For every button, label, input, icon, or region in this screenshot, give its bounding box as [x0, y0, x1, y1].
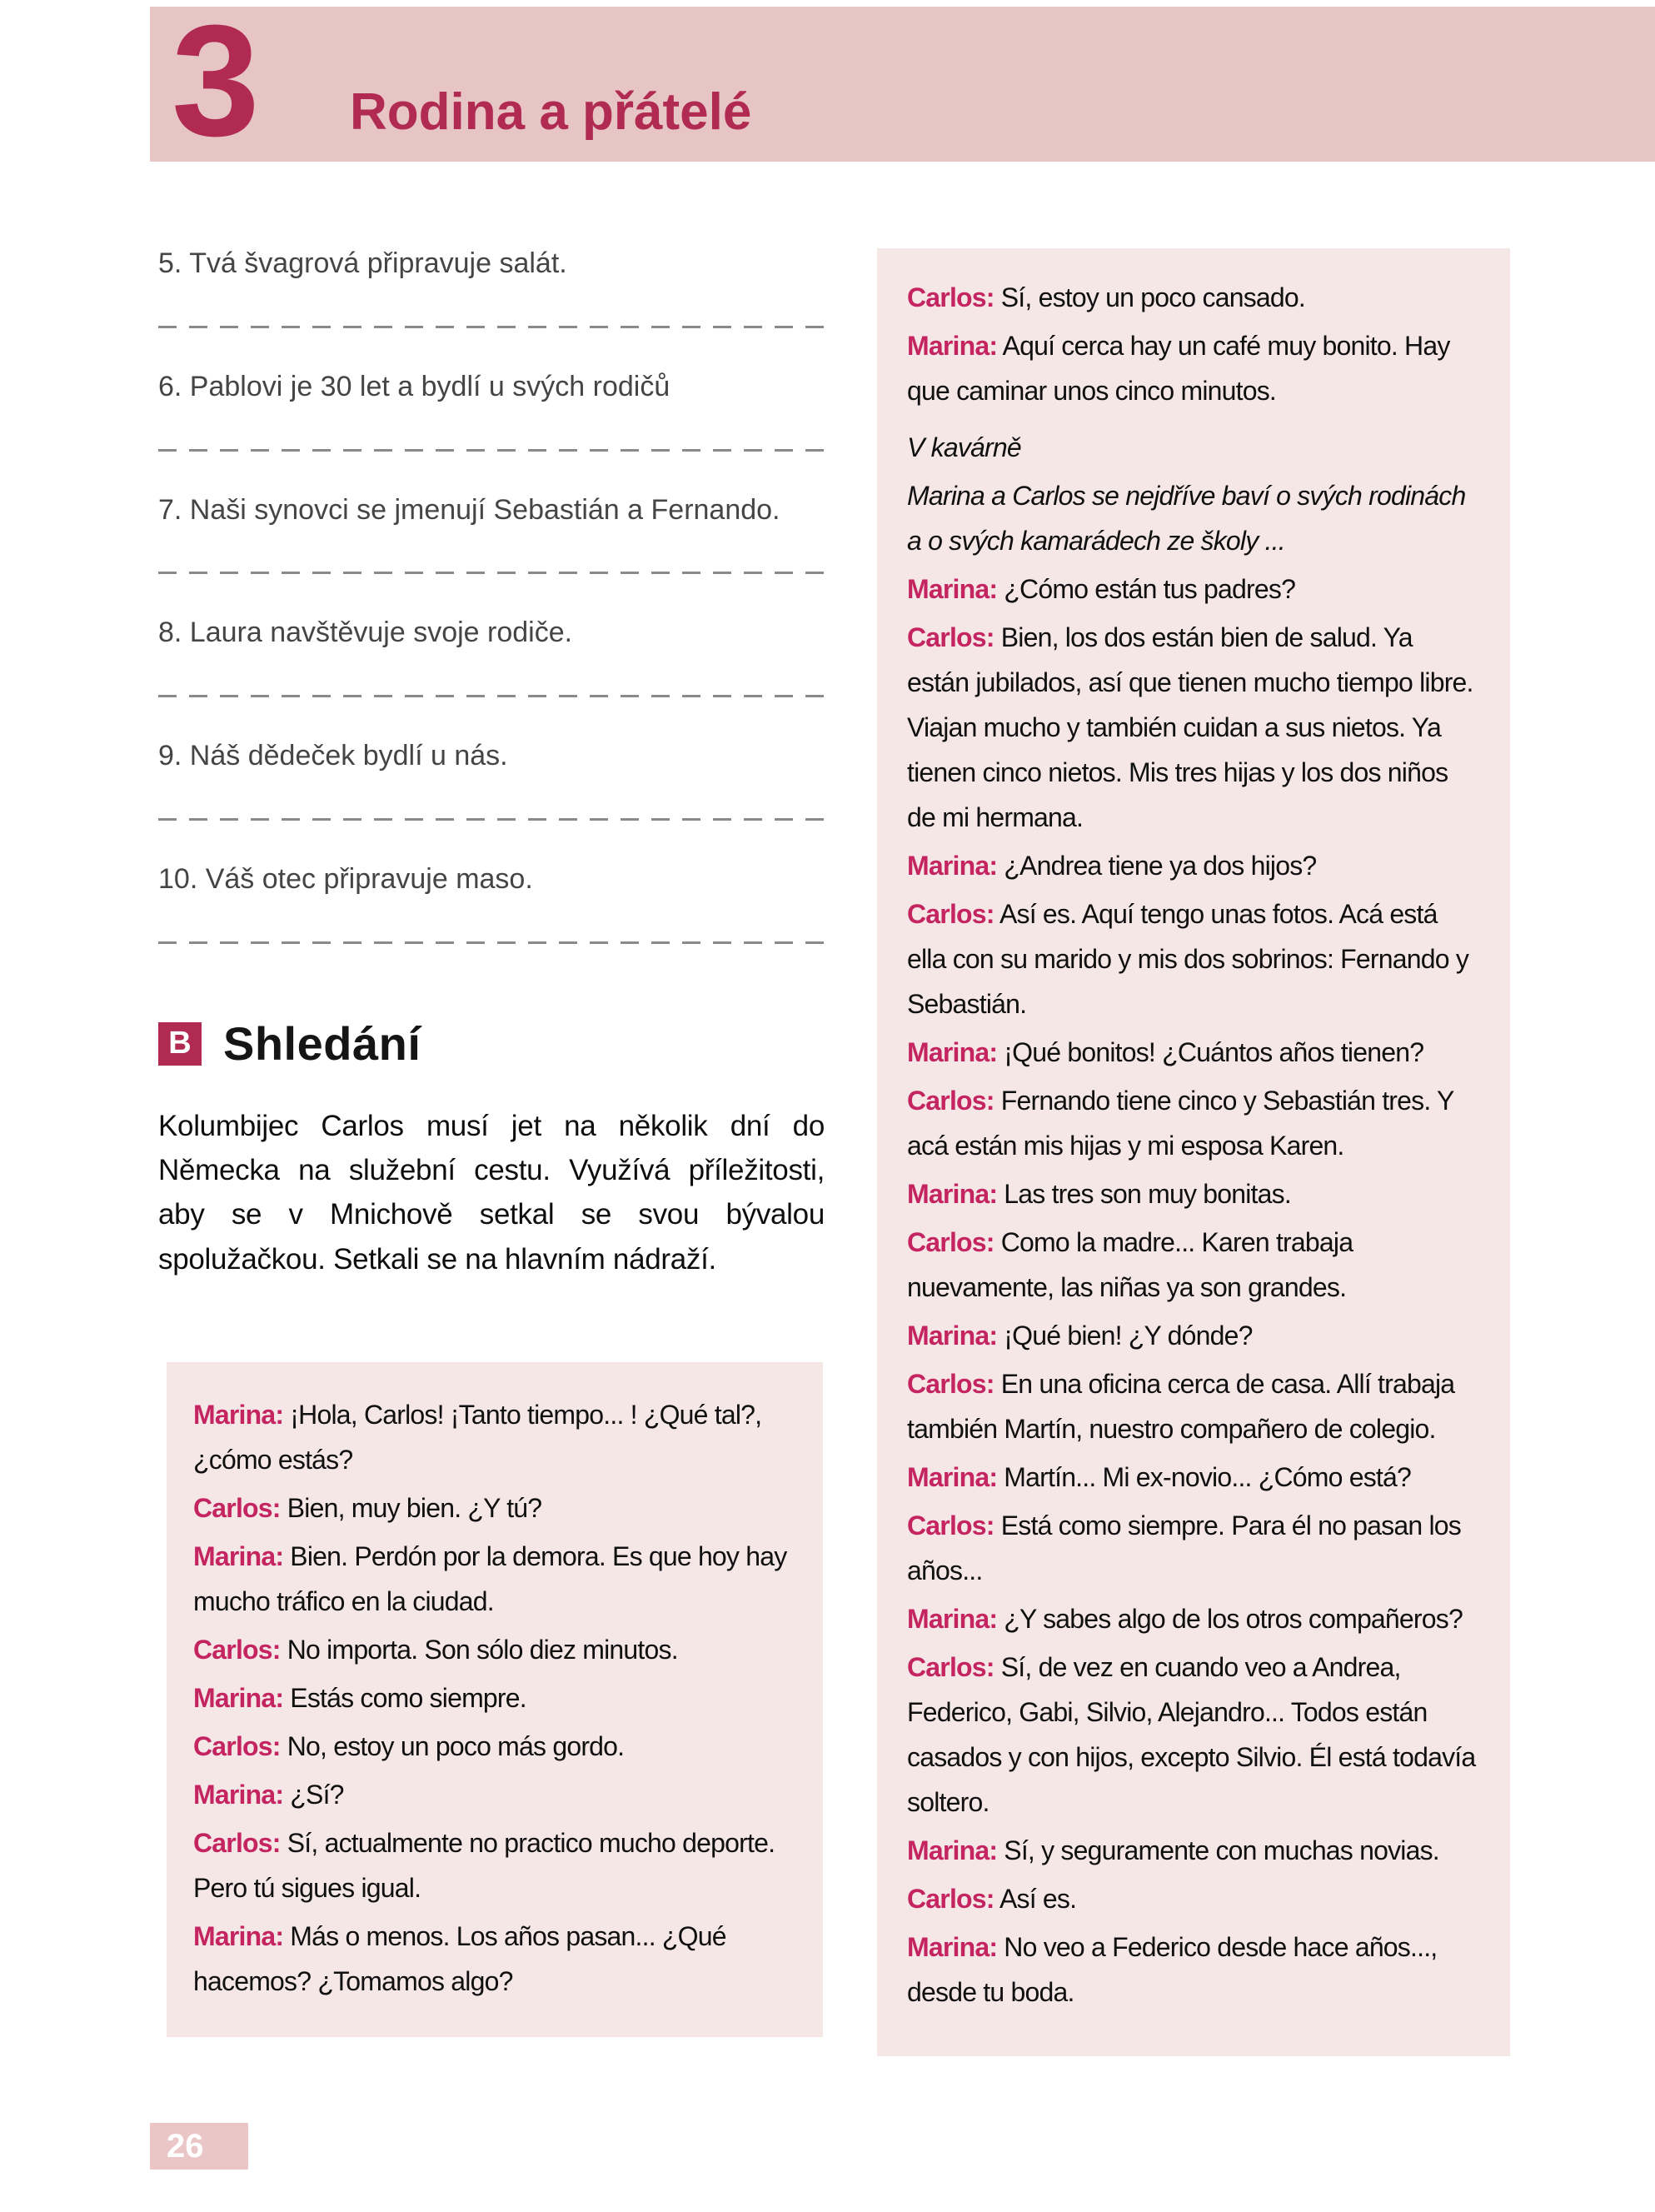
dialogue-text: No importa. Son sólo diez minutos. — [287, 1635, 678, 1665]
dialogue-line — [907, 1455, 1480, 1500]
dialogue-box-left — [167, 1362, 823, 2037]
dialogue-text: En una oficina cerca de casa. Allí trabaja también Martín, nuestro compañero de colegio. — [907, 1369, 1455, 1444]
speaker-name: Carlos: — [193, 1493, 281, 1523]
answer-blank-line[interactable] — [158, 326, 825, 328]
speaker-name: Carlos: — [907, 1369, 994, 1399]
speaker-name: Marina: — [907, 1321, 998, 1351]
speaker-name: Carlos: — [907, 622, 994, 652]
answer-blank-line[interactable] — [158, 941, 825, 944]
dialogue-text: Así es. — [999, 1884, 1077, 1914]
dialogue-text: Sí, y seguramente con muchas novias. — [1004, 1835, 1439, 1865]
dialogue-line — [193, 1392, 796, 1482]
dialogue-text: ¡Qué bonitos! ¿Cuántos años tienen? — [1004, 1037, 1424, 1067]
dialogue-text: Aquí cerca hay un café muy bonito. Hay que caminar unos cinco minutos. — [907, 331, 1450, 406]
exercise-list — [158, 247, 825, 986]
dialogue-text: Sí, actualmente no practico mucho deporte. Pero tú sigues igual. — [193, 1828, 775, 1903]
speaker-name: Marina: — [907, 1179, 998, 1209]
speaker-name: Marina: — [907, 851, 998, 881]
exercise-sentence: 6. Pablovi je 30 let a bydlí u svých rodičů — [158, 370, 670, 402]
dialogue-line — [907, 1171, 1480, 1216]
speaker-name: Marina: — [907, 1604, 998, 1634]
speaker-name: Marina: — [193, 1683, 284, 1713]
stage-direction: V kavárně — [907, 432, 1021, 462]
speaker-name: Carlos: — [907, 1510, 994, 1540]
dialogue-text: Así es. Aquí tengo unas fotos. Acá está ella con su marido y mis dos sobrinos: Fernando y Sebastián. — [907, 899, 1469, 1019]
speaker-name: Marina: — [907, 1932, 998, 1962]
dialogue-text: Como la madre... Karen trabaja nuevamente, las niñas ya son grandes. — [907, 1227, 1353, 1302]
section-b-intro: Kolumbijec Carlos musí jet na několik dní do Německa na služební cestu. Využívá příležitosti, aby se v Mnichově setkal se svou bývalou spolužačkou. Setkali se na hlavním nádraží. — [158, 1110, 825, 1276]
dialogue-text: ¿Y sabes algo de los otros compañeros? — [1004, 1604, 1463, 1634]
dialogue-text: ¡Qué bien! ¿Y dónde? — [1004, 1321, 1253, 1351]
speaker-name: Marina: — [907, 574, 998, 604]
speaker-name: Marina: — [907, 1462, 998, 1492]
speaker-name: Marina: — [193, 1400, 284, 1430]
section-b-heading — [158, 1016, 825, 1071]
dialogue-line — [907, 1645, 1480, 1825]
stage-direction: Marina a Carlos se nejdříve baví o svých rodinách a o svých kamarádech ze školy ... — [907, 481, 1466, 556]
speaker-name: Marina: — [907, 1037, 998, 1067]
dialogue-line — [193, 1820, 796, 1910]
dialogue-line — [193, 1772, 796, 1817]
speaker-name: Marina: — [193, 1780, 284, 1810]
speaker-name: Carlos: — [907, 1652, 994, 1682]
dialogue-line — [193, 1675, 796, 1720]
dialogue-text: Sí, de vez en cuando veo a Andrea, Federico, Gabi, Silvio, Alejandro... Todos están casados y con hijos, excepto Silvio. Él está todavía soltero. — [907, 1652, 1476, 1817]
dialogue-line — [907, 323, 1480, 413]
exercise-item — [158, 370, 825, 452]
dialogue-text: ¡Hola, Carlos! ¡Tanto tiempo... ! ¿Qué tal?, ¿cómo estás? — [193, 1400, 762, 1475]
dialogue-line — [193, 1627, 796, 1672]
dialogue-text: No, estoy un poco más gordo. — [287, 1731, 625, 1761]
section-b-badge: B — [158, 1022, 202, 1066]
dialogue-line — [907, 615, 1480, 840]
dialogue-line — [907, 1030, 1480, 1075]
dialogue-text: No veo a Federico desde hace años..., desde tu boda. — [907, 1932, 1438, 2007]
speaker-name: Marina: — [907, 1835, 998, 1865]
answer-blank-line[interactable] — [158, 572, 825, 574]
exercise-sentence: 5. Tvá švagrová připravuje salát. — [158, 247, 567, 279]
dialogue-line — [907, 1220, 1480, 1310]
speaker-name: Carlos: — [907, 1884, 994, 1914]
dialogue-line — [907, 843, 1480, 888]
dialogue-line — [193, 1534, 796, 1624]
page-number: 26 — [150, 2123, 248, 2170]
dialogue-line — [907, 1503, 1480, 1593]
dialogue-line — [907, 1876, 1480, 1921]
dialogue-text: Bien, los dos están bien de salud. Ya están jubilados, así que tienen mucho tiempo libre. Viajan mucho y también cuidan a sus nietos. Ya tienen cinco nietos. Mis tres hijas y los dos niños de mi hermana. — [907, 622, 1473, 832]
exercise-item — [158, 616, 825, 697]
chapter-title: Rodina a přátelé — [350, 83, 752, 141]
dialogue-text: Martín... Mi ex-novio... ¿Cómo está? — [1004, 1462, 1411, 1492]
dialogue-line — [193, 1724, 796, 1769]
dialogue-line — [907, 1078, 1480, 1168]
section-b — [158, 1016, 825, 1281]
speaker-name: Carlos: — [193, 1731, 281, 1761]
speaker-name: Carlos: — [907, 282, 994, 312]
exercise-item — [158, 493, 825, 575]
answer-blank-line[interactable] — [158, 695, 825, 697]
speaker-name: Marina: — [193, 1921, 284, 1951]
dialogue-text: Las tres son muy bonitas. — [1004, 1179, 1291, 1209]
dialogue-text: Sí, estoy un poco cansado. — [1000, 282, 1305, 312]
dialogue-text: ¿Sí? — [290, 1780, 344, 1810]
exercise-sentence: 8. Laura navštěvuje svoje rodiče. — [158, 617, 573, 649]
dialogue-line — [193, 1485, 796, 1530]
chapter-banner — [150, 0, 1655, 170]
dialogue-box-right — [877, 248, 1510, 2056]
dialogue-text: Más o menos. Los años pasan... ¿Qué hacemos? ¿Tomamos algo? — [193, 1921, 726, 1996]
dialogue-text: ¿Cómo están tus padres? — [1004, 574, 1296, 604]
dialogue-line — [907, 1925, 1480, 2015]
dialogue-line — [907, 1596, 1480, 1641]
speaker-name: Marina: — [193, 1541, 284, 1571]
answer-blank-line[interactable] — [158, 449, 825, 452]
dialogue-line — [907, 567, 1480, 612]
dialogue-text: Fernando tiene cinco y Sebastián tres. Y acá están mis hijas y mi esposa Karen. — [907, 1086, 1453, 1161]
dialogue-text: Bien. Perdón por la demora. Es que hoy hay mucho tráfico en la ciudad. — [193, 1541, 787, 1616]
dialogue-text: ¿Andrea tiene ya dos hijos? — [1004, 851, 1317, 881]
dialogue-line — [907, 891, 1480, 1026]
dialogue-line — [907, 1361, 1480, 1451]
section-b-title: Shledání — [223, 1017, 421, 1070]
dialogue-line — [907, 1828, 1480, 1873]
exercise-item — [158, 247, 825, 328]
speaker-name: Carlos: — [907, 1086, 994, 1116]
dialogue-line — [907, 1313, 1480, 1358]
exercise-sentence: 9. Náš dědeček bydlí u nás. — [158, 740, 508, 772]
speaker-name: Carlos: — [907, 899, 994, 929]
chapter-number: 3 — [172, 0, 260, 170]
exercise-sentence: 7. Naši synovci se jmenují Sebastián a Fernando. — [158, 493, 780, 526]
dialogue-line — [907, 275, 1480, 320]
dialogue-text: Bien, muy bien. ¿Y tú? — [287, 1493, 542, 1523]
exercise-sentence: 10. Váš otec připravuje maso. — [158, 862, 533, 895]
dialogue-text: Está como siempre. Para él no pasan los años... — [907, 1510, 1461, 1585]
dialogue-text: Estás como siempre. — [290, 1683, 526, 1713]
speaker-name: Carlos: — [907, 1227, 994, 1257]
answer-blank-line[interactable] — [158, 818, 825, 821]
speaker-name: Carlos: — [193, 1828, 281, 1858]
exercise-item — [158, 862, 825, 944]
dialogue-line — [193, 1914, 796, 2004]
speaker-name: Marina: — [907, 331, 998, 361]
exercise-item — [158, 739, 825, 821]
speaker-name: Carlos: — [193, 1635, 281, 1665]
